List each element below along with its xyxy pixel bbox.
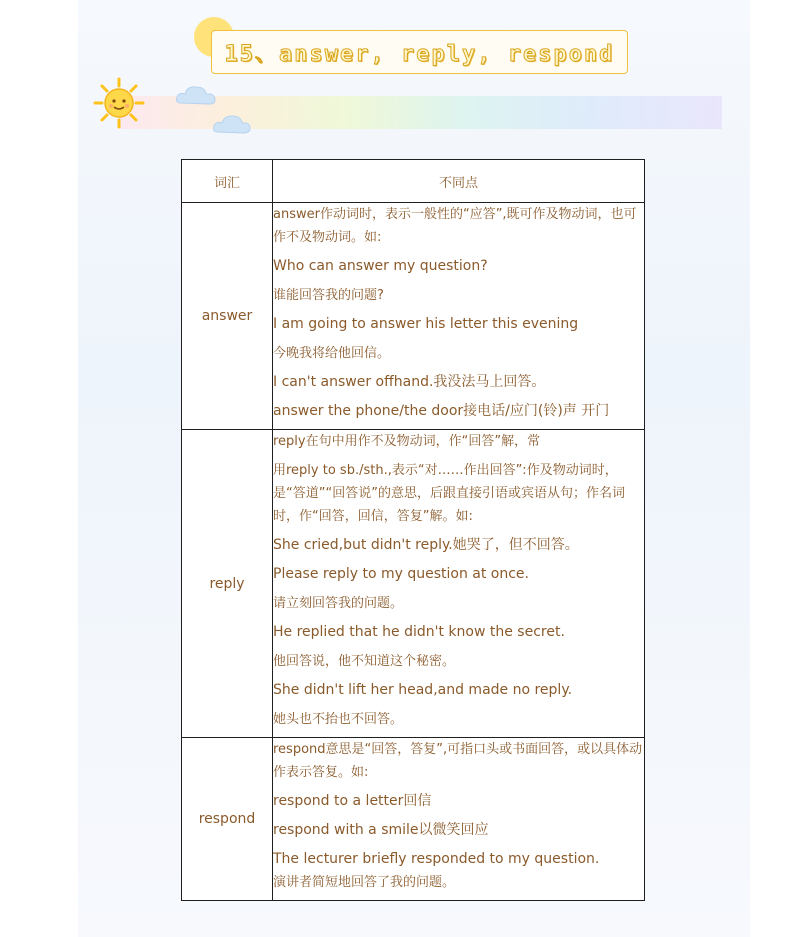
description-line: reply在句中用作不及物动词，作“回答”解，常 [273,434,541,449]
vocab-description [273,738,645,901]
description-line: She cried,but didn't reply.她哭了，但不回答。 [273,537,579,553]
page-title: 15、answer, reply, respond [211,30,628,74]
description-line: 演讲者简短地回答了我的问题。 [273,875,456,890]
description-line: answer the phone/the door接电话/应门(铃)声 开门 [273,403,610,419]
description-line: 用reply to sb./sth.,表示“对……作出回答”:作及物动词时，是“答道”“回答说”的意思，后跟直接引语或宾语从句；作名词时，作“回答，回信，答复”解。如: [273,463,625,524]
cloud-icon [212,113,252,135]
description-line: 她头也不抬也不回答。 [273,712,404,727]
description-line: He replied that he didn't know the secret. [273,624,565,640]
description-line: respond to a letter回信 [273,793,432,809]
vocabulary-table [181,159,645,901]
cloud-icon [175,83,217,107]
description-line: I can't answer offhand.我没法马上回答。 [273,374,546,390]
vocab-word: respond [182,738,273,901]
description-line: The lecturer briefly responded to my question. [273,851,600,867]
description-line: Please reply to my question at once. [273,566,529,582]
description-line: respond with a smile以微笑回应 [273,822,489,838]
description-line: 谁能回答我的问题? [273,288,384,303]
description-line: respond意思是“回答，答复”,可指口头或书面回答，或以具体动作表示答复。如: [273,742,643,780]
description-line: Who can answer my question? [273,258,488,274]
description-line: answer作动词时，表示一般性的“应答”,既可作及物动词，也可作不及物动词。如: [273,207,637,245]
description-line: She didn't lift her head,and made no reply. [273,682,573,698]
sun-icon [92,76,146,130]
header-difference: 不同点 [273,160,645,203]
vocab-word: answer [182,203,273,430]
description-line: 他回答说，他不知道这个秘密。 [273,654,456,669]
description-line: 今晚我将给他回信。 [273,346,391,361]
description-line: I am going to answer his letter this evening [273,316,579,332]
table-row [182,738,645,901]
table-row [182,203,645,430]
header-word: 词汇 [182,160,273,203]
vocab-description [273,430,645,738]
vocab-description [273,203,645,430]
vocab-word: reply [182,430,273,738]
table-header-row [182,160,645,203]
table-row [182,430,645,738]
description-line: 请立刻回答我的问题。 [273,596,404,611]
